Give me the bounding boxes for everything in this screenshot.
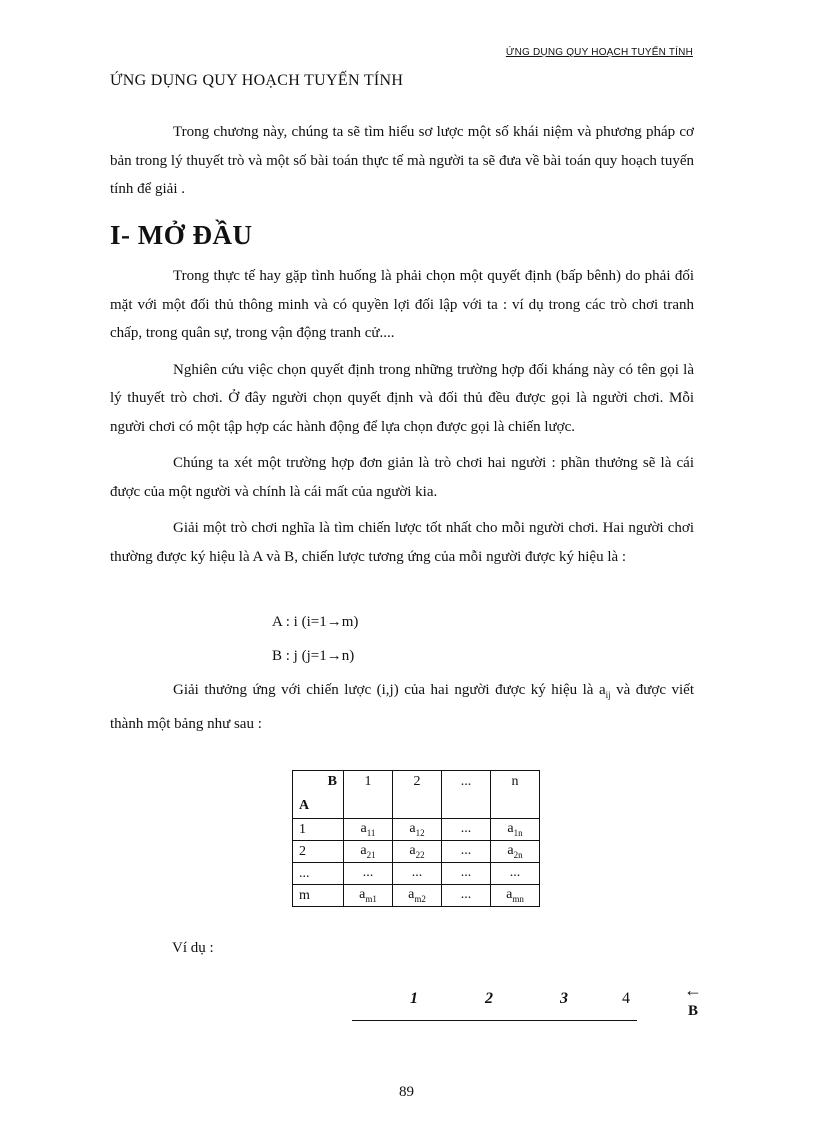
table-cell: $a_{mn}$	[491, 885, 540, 907]
row-label: 2	[293, 841, 344, 863]
payoff-description	[110, 676, 694, 738]
column-header: ...	[442, 771, 491, 819]
table-cell: ...	[491, 863, 540, 885]
example-column-3: 3	[560, 990, 568, 1007]
payoff-text-end: và được viết thành một bảng như sau :	[110, 682, 694, 732]
table-cell: $a_{m2}$	[393, 885, 442, 907]
paragraph: Chúng ta xét một trường hợp đơn giản là trò chơi hai người : phần thưởng sẽ là cái được của một người và chính là cái mất của người kia.	[110, 455, 694, 500]
paragraph: Trong thực tế hay gặp tình huống là phải chọn một quyết định (bấp bênh) do phải đối mặt với một đối thủ thông minh và có quyền lợi đối lập với ta : ví dụ trong các trò chơi tranh chấp, trong quân sự, trong vận động tranh cử....	[110, 268, 694, 341]
column-header: 1	[344, 771, 393, 819]
section-body	[110, 262, 694, 579]
table-row	[293, 841, 540, 863]
table-row	[293, 863, 540, 885]
payoff-subscript: ij	[605, 690, 611, 700]
example-player-b: B	[688, 1003, 699, 1019]
section-heading: I- MỞ ĐẦU	[110, 220, 253, 250]
table-row	[293, 819, 540, 841]
table-cell: $a_{2n}$	[491, 841, 540, 863]
example-label: Ví dụ :	[172, 940, 214, 956]
table-cell: ...	[442, 863, 491, 885]
table-cell: $a_{22}$	[393, 841, 442, 863]
table-corner-cell	[293, 771, 344, 819]
chapter-title: ỨNG DỤNG QUY HOẠCH TUYẾN TÍNH	[110, 72, 404, 89]
row-label: 1	[293, 819, 344, 841]
table-cell: ...	[344, 863, 393, 885]
formula-strategy-a: A : i (i=1→m)	[272, 614, 359, 630]
formula-strategy-b: B : j (j=1→n)	[272, 648, 355, 664]
table-cell: ...	[393, 863, 442, 885]
intro-section	[110, 118, 694, 204]
table-cell: $a_{12}$	[393, 819, 442, 841]
row-label: m	[293, 885, 344, 907]
table-cell: $a_{1n}$	[491, 819, 540, 841]
table-row	[293, 885, 540, 907]
table-cell: ...	[442, 841, 491, 863]
row-label: ...	[293, 863, 344, 885]
payoff-paragraph	[110, 676, 694, 738]
table-cell: ...	[442, 885, 491, 907]
paragraph: Giải một trò chơi nghĩa là tìm chiến lược tốt nhất cho mỗi người chơi. Hai người chơi thường được ký hiệu là A và B, chiến lược tương ứng của mỗi người được ký hiệu là :	[110, 520, 694, 565]
paragraph: Nghiên cứu việc chọn quyết định trong những trường hợp đối kháng này có tên gọi là lý thuyết trò chơi. Ở đây người chọn quyết định và đối thủ đều được gọi là người chơi. Mỗi người chơi có một tập hợp các hành động để lựa chọn được gọi là chiến lược.	[110, 361, 694, 435]
example-column-2: 2	[485, 990, 493, 1007]
running-header: ỨNG DỤNG QUY HOẠCH TUYẾN TÍNH	[505, 47, 693, 58]
table-cell: $a_{11}$	[344, 819, 393, 841]
left-arrow-icon: ←	[684, 980, 702, 1000]
example-column-1: 1	[410, 990, 418, 1007]
column-header: 2	[393, 771, 442, 819]
corner-label-b: B	[327, 774, 337, 789]
table-header-row	[293, 771, 540, 819]
table-cell: $a_{m1}$	[344, 885, 393, 907]
example-column-4: 4	[622, 990, 630, 1007]
payoff-text-start: Giải thưởng ứng với chiến lược (i,j) của hai người được ký hiệu là a	[173, 682, 606, 698]
table-cell: $a_{21}$	[344, 841, 393, 863]
payoff-table	[292, 770, 540, 907]
column-header: n	[491, 771, 540, 819]
intro-paragraph: Trong chương này, chúng ta sẽ tìm hiểu sơ lược một số khái niệm và phương pháp cơ bản trong lý thuyết trò và một số bài toán thực tế mà người ta sẽ đưa về bài toán quy hoạch tuyến tính để giải .	[110, 124, 694, 197]
page-number: 89	[399, 1084, 414, 1100]
table-cell: ...	[442, 819, 491, 841]
example-underline	[352, 1020, 637, 1021]
corner-label-a: A	[299, 798, 310, 813]
